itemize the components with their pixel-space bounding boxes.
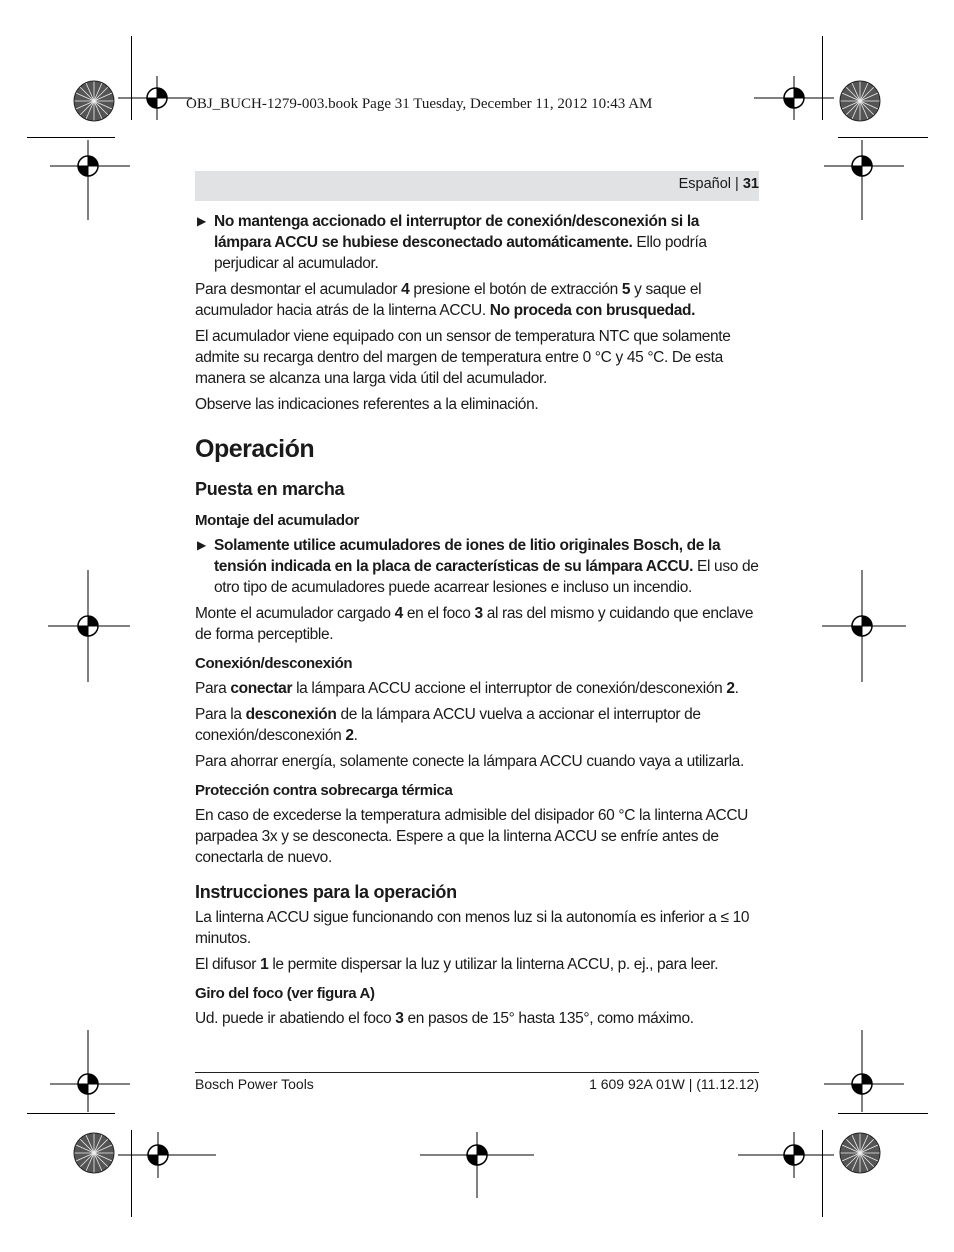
- subheading: Montaje del acumulador: [195, 512, 359, 529]
- subsection-heading: Puesta en marcha: [195, 479, 345, 499]
- paragraph: La linterna ACCU sigue funcionando con menos luz si la autonomía es inferior a ≤ 10 minutos.: [195, 909, 750, 947]
- registration-mark-icon: [754, 76, 834, 120]
- bullet-triangle-icon: ▶: [197, 214, 206, 228]
- paragraph: Monte el acumulador cargado 4 en el foco 3 al ras del mismo y cuidando que enclave de forma perceptible.: [195, 605, 754, 643]
- running-header: [679, 176, 759, 192]
- bullet-bold-text: No mantenga accionado el interruptor de conexión/desconexión si la lámpara ACCU se hubiese desconectado automáticamente.: [214, 213, 700, 251]
- header-language: Español |: [678, 176, 739, 192]
- page-body: [195, 211, 759, 1034]
- registration-mark-icon: [822, 570, 906, 682]
- registration-mark-icon: [420, 1132, 534, 1198]
- paragraph: Ud. puede ir abatiendo el foco 3 en pasos de 15° hasta 135°, como máximo.: [195, 1010, 694, 1027]
- page-number: 31: [742, 176, 759, 192]
- registration-mark-icon: [48, 570, 130, 682]
- paragraph: Para ahorrar energía, solamente conecte la lámpara ACCU cuando vaya a utilizarla.: [195, 753, 744, 770]
- paragraph: El difusor 1 le permite dispersar la luz y utilizar la linterna ACCU, p. ej., para leer.: [195, 956, 719, 973]
- footer-publisher: Bosch Power Tools: [195, 1076, 314, 1092]
- registration-mark-icon: [118, 1132, 216, 1178]
- paragraph: El acumulador viene equipado con un sensor de temperatura NTC que solamente admite su recarga dentro del margen de temperatura entre 0 °C y 45 °C. De esta manera se alcanza una larga vida útil del acumulador.: [195, 328, 731, 387]
- safety-bullet: [195, 535, 759, 598]
- bullet-bold-text: Solamente utilice acumuladores de iones de litio originales Bosch, de la tensión indicada en la placa de características de su lámpara ACCU.: [214, 537, 721, 575]
- bullet-text: Ello podría perjudicar al acumulador.: [214, 234, 707, 272]
- color-target-icon: [73, 1132, 115, 1174]
- paragraph: Para conectar la lámpara ACCU accione el interruptor de conexión/desconexión 2.: [195, 680, 739, 697]
- subheading: Conexión/desconexión: [195, 655, 353, 672]
- registration-mark-icon: [50, 1030, 130, 1112]
- footer-rule: [195, 1072, 759, 1073]
- bullet-triangle-icon: ▶: [197, 538, 206, 552]
- registration-mark-icon: [738, 1132, 834, 1178]
- paragraph: Para la desconexión de la lámpara ACCU vuelva a accionar el interruptor de conexión/desconexión 2.: [195, 706, 701, 744]
- registration-mark-icon: [50, 140, 130, 220]
- footer-doc-number: 1 609 92A 01W | (11.12.12): [589, 1076, 759, 1092]
- bullet-text: El uso de otro tipo de acumuladores puede acarrear lesiones e incluso un incendio.: [214, 558, 759, 596]
- subsection-heading: Instrucciones para la operación: [195, 882, 457, 902]
- paragraph: En caso de excederse la temperatura admisible del disipador 60 °C la linterna ACCU parpadea 3x y se desconecta. Espere a que la linterna ACCU se enfríe antes de conectarla de nuevo.: [195, 807, 749, 866]
- registration-mark-icon: [824, 140, 904, 220]
- color-target-icon: [839, 80, 881, 122]
- subheading: Giro del foco (ver figura A): [195, 985, 375, 1002]
- paragraph: Para desmontar el acumulador 4 presione el botón de extracción 5 y saque el acumulador hacia atrás de la linterna ACCU. No proceda con brusquedad.: [195, 281, 702, 319]
- paragraph: Observe las indicaciones referentes a la eliminación.: [195, 396, 539, 413]
- subheading: Protección contra sobrecarga térmica: [195, 782, 453, 799]
- registration-mark-icon: [824, 1030, 904, 1112]
- color-target-icon: [839, 1132, 881, 1174]
- registration-mark-icon: [118, 76, 192, 120]
- header-bar: [195, 171, 759, 201]
- print-slug: OBJ_BUCH-1279-003.book Page 31 Tuesday, December 11, 2012 10:43 AM: [186, 96, 653, 112]
- section-heading: Operación: [195, 435, 315, 463]
- color-target-icon: [73, 80, 115, 122]
- safety-bullet: [195, 211, 759, 274]
